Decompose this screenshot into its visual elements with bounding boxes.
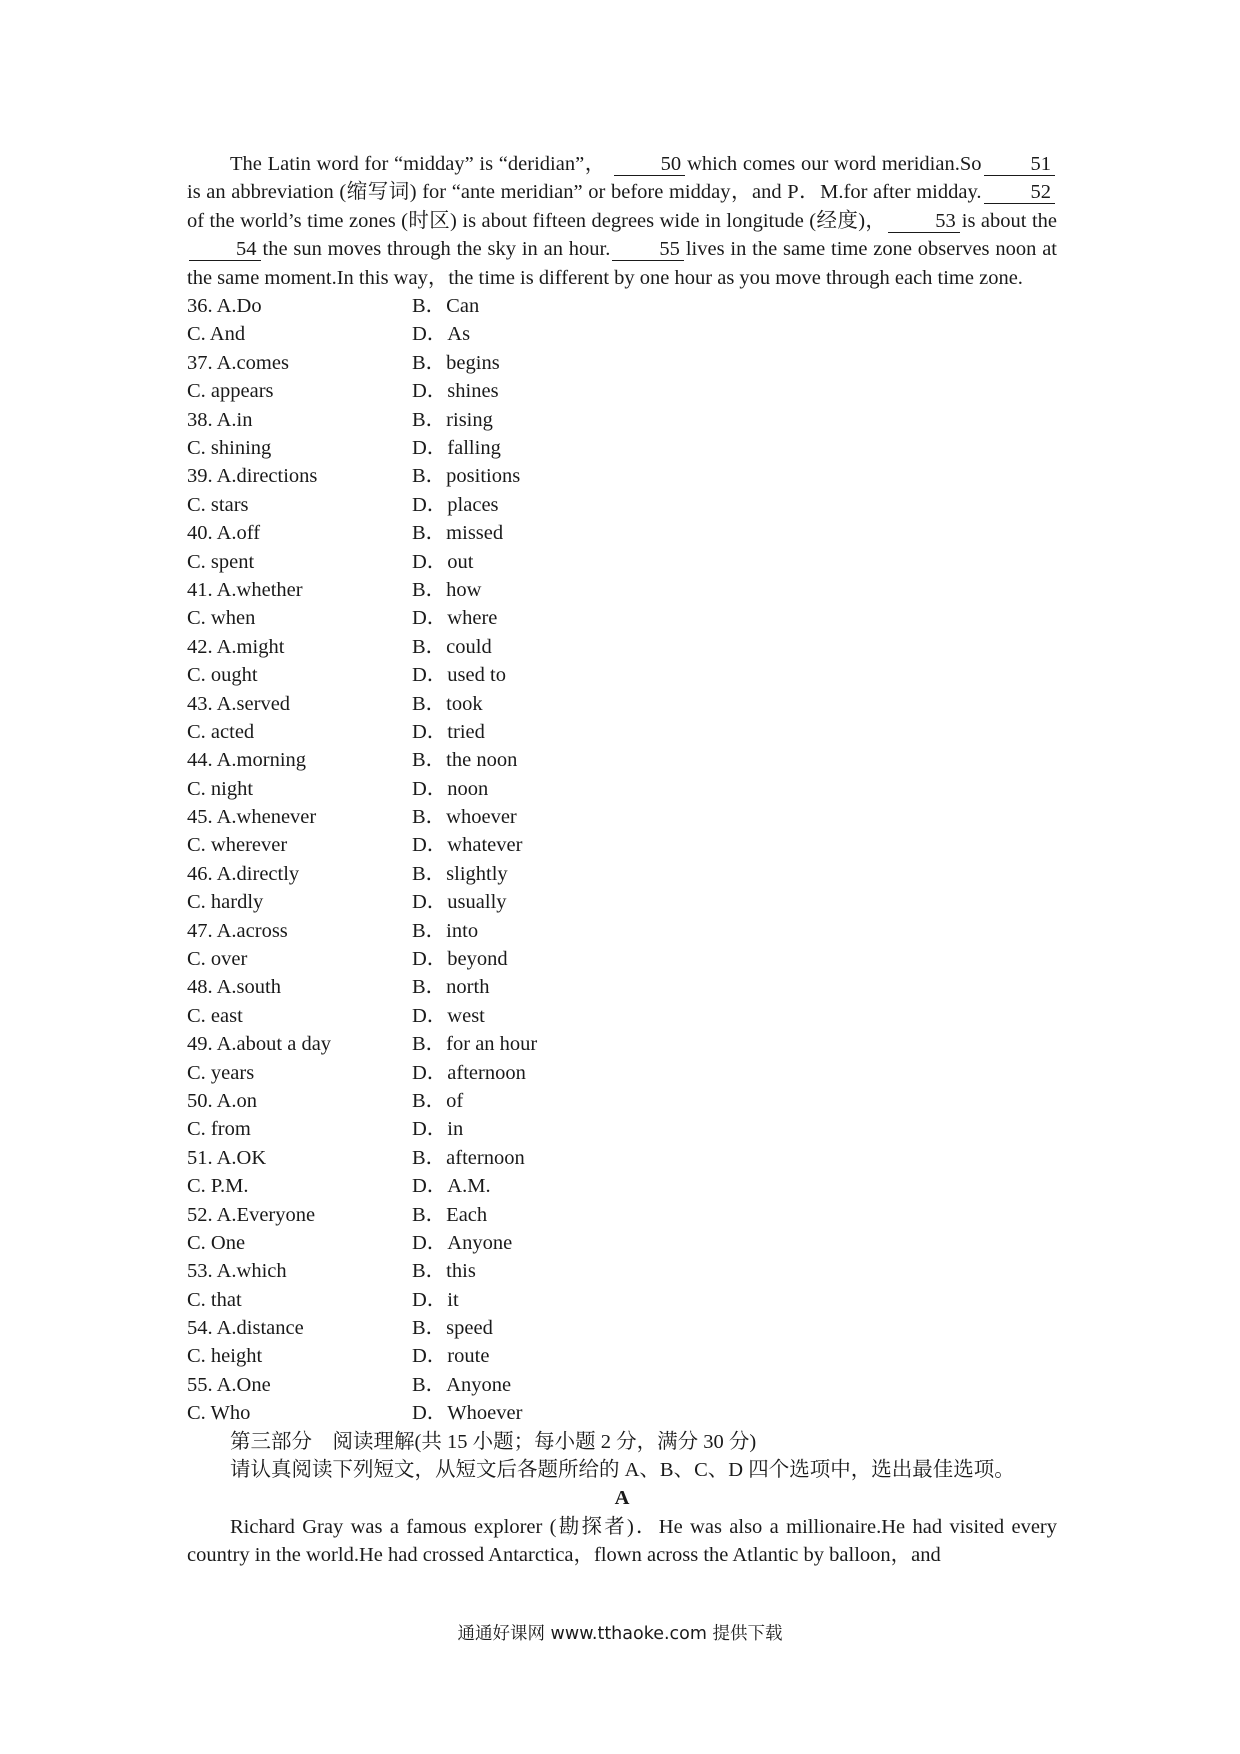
option-left: 44. A.morning [187, 749, 307, 772]
option-right: B．this [412, 1260, 476, 1283]
option-row [187, 1342, 1057, 1370]
option-row [187, 434, 1057, 462]
option-left: 40. A.off [187, 522, 261, 545]
passage-text: lives in the same time zone observes noon at the same moment.In this way，the time is different by one hour as you move through each time zone. [187, 238, 1057, 289]
option-row [187, 462, 1057, 490]
option-right: B．missed [412, 522, 504, 545]
blank-50: 50 [614, 153, 686, 176]
option-row [187, 775, 1057, 803]
option-right: D．out [412, 550, 474, 573]
option-right: B．afternoon [412, 1146, 525, 1169]
option-left: C. height [187, 1345, 263, 1368]
option-row [187, 1201, 1057, 1229]
answer-options [187, 292, 1057, 1428]
option-row [187, 1115, 1057, 1143]
option-right: B．the noon [412, 749, 518, 772]
option-left: C. appears [187, 380, 274, 403]
passage-text: The Latin word for “midday” is “deridian”， [230, 153, 606, 175]
option-left: 39. A.directions [187, 465, 318, 488]
option-row [187, 491, 1057, 519]
option-left: C. shining [187, 436, 272, 459]
option-left: C. east [187, 1004, 243, 1027]
blank-54: 54 [189, 238, 261, 261]
option-right: B．for an hour [412, 1033, 538, 1056]
option-left: 49. A.about a day [187, 1033, 332, 1056]
option-row [187, 888, 1057, 916]
option-row [187, 746, 1057, 774]
option-row [187, 548, 1057, 576]
option-left: C. from [187, 1118, 251, 1141]
option-left: 55. A.One [187, 1373, 271, 1396]
option-row [187, 1286, 1057, 1314]
passage-text: which comes our word meridian.So [687, 153, 982, 175]
option-row [187, 803, 1057, 831]
option-left: 53. A.which [187, 1260, 287, 1283]
option-right: D．Anyone [412, 1231, 513, 1254]
passage-text: is about the [961, 209, 1057, 232]
option-left: 36. A.Do [187, 295, 262, 318]
option-right: B．rising [412, 408, 493, 431]
option-right: D．used to [412, 664, 506, 687]
option-right: B．how [412, 578, 482, 601]
option-right: D．in [412, 1118, 464, 1141]
option-left: C. night [187, 777, 254, 800]
option-right: B．Each [412, 1203, 488, 1226]
option-right: B．of [412, 1089, 464, 1112]
option-row [187, 633, 1057, 661]
option-row [187, 320, 1057, 348]
option-row [187, 945, 1057, 973]
option-right: B．whoever [412, 806, 517, 829]
option-right: D．it [412, 1288, 459, 1311]
option-row [187, 718, 1057, 746]
option-left: C. wherever [187, 834, 288, 857]
option-left: C. ought [187, 664, 258, 687]
option-right: B．positions [412, 465, 521, 488]
option-left: 42. A.might [187, 635, 285, 658]
option-right: B．begins [412, 351, 500, 374]
option-right: D．beyond [412, 948, 508, 971]
option-right: D．west [412, 1004, 485, 1027]
option-right: B．into [412, 919, 479, 942]
option-right: B．speed [412, 1317, 493, 1340]
content-area [187, 150, 1057, 1570]
option-row [187, 831, 1057, 859]
option-right: D．Whoever [412, 1402, 523, 1425]
option-right: B．Can [412, 295, 480, 318]
option-right: D．tried [412, 720, 485, 743]
option-row [187, 604, 1057, 632]
option-row [187, 690, 1057, 718]
option-row [187, 1399, 1057, 1427]
page-footer: 通通好课网 www.tthaoke.com 提供下载 [457, 1624, 783, 1644]
blank-55: 55 [612, 238, 684, 261]
cloze-passage [187, 150, 1057, 292]
option-right: D．whatever [412, 834, 523, 857]
option-left: C. over [187, 948, 248, 971]
option-left: C. stars [187, 493, 249, 516]
passage-text: the sun moves through the sky in an hour. [262, 238, 611, 261]
option-row [187, 1087, 1057, 1115]
option-row [187, 349, 1057, 377]
option-row [187, 377, 1057, 405]
option-left: C. P.M. [187, 1175, 249, 1198]
option-row [187, 1371, 1057, 1399]
option-left: 37. A.comes [187, 351, 289, 374]
option-row [187, 519, 1057, 547]
option-row [187, 406, 1057, 434]
option-left: 41. A.whether [187, 578, 303, 601]
option-row [187, 1257, 1057, 1285]
option-row [187, 1229, 1057, 1257]
option-left: 52. A.Everyone [187, 1203, 316, 1226]
option-row [187, 576, 1057, 604]
option-row [187, 973, 1057, 1001]
option-right: D．route [412, 1345, 490, 1368]
option-left: C. Who [187, 1402, 251, 1425]
option-left: 38. A.in [187, 408, 253, 431]
option-left: 43. A.served [187, 692, 291, 715]
option-right: D．falling [412, 436, 501, 459]
option-right: B．Anyone [412, 1373, 512, 1396]
blank-52: 52 [984, 181, 1056, 204]
passage-text: of the world’s time zones (时区) is about fifteen degrees wide in longitude (经度)， [187, 209, 887, 232]
option-right: B．slightly [412, 862, 508, 885]
option-row [187, 1172, 1057, 1200]
option-row [187, 661, 1057, 689]
blank-51: 51 [984, 153, 1056, 176]
option-row [187, 1030, 1057, 1058]
option-right: D．afternoon [412, 1061, 526, 1084]
option-left: C. years [187, 1061, 255, 1084]
option-right: D．As [412, 323, 471, 346]
reading-passage-a: Richard Gray was a famous explorer (勘探者)．He was also a millionaire.He had visited every country in the world.He had crossed Antarctica，flown across the Atlantic by balloon，and [187, 1515, 1057, 1567]
option-right: B．took [412, 692, 483, 715]
option-left: C. when [187, 607, 256, 630]
option-row [187, 1144, 1057, 1172]
option-right: D．places [412, 493, 499, 516]
option-right: D．shines [412, 380, 499, 403]
option-row [187, 917, 1057, 945]
option-row [187, 1002, 1057, 1030]
section-heading: 第三部分 阅读理解(共 15 小题；每小题 2 分，满分 30 分) [230, 1430, 757, 1453]
option-left: 50. A.on [187, 1089, 258, 1112]
option-right: D．usually [412, 891, 507, 914]
option-row [187, 292, 1057, 320]
option-right: D．where [412, 607, 498, 630]
passage-text: is an abbreviation (缩写词) for “ante meridian” or before midday，and P．M.for after midday. [187, 181, 982, 204]
option-row [187, 1059, 1057, 1087]
option-left: C. And [187, 323, 246, 346]
option-left: C. that [187, 1288, 242, 1311]
option-left: 51. A.OK [187, 1146, 267, 1169]
option-left: 45. A.whenever [187, 806, 317, 829]
option-row [187, 860, 1057, 888]
option-left: 54. A.distance [187, 1317, 304, 1340]
option-left: 48. A.south [187, 976, 281, 999]
option-right: B．could [412, 635, 492, 658]
option-left: 46. A.directly [187, 862, 300, 885]
option-right: D．A.M. [412, 1175, 491, 1198]
option-left: C. One [187, 1231, 246, 1254]
option-right: B．north [412, 976, 490, 999]
option-right: D．noon [412, 777, 489, 800]
option-left: C. spent [187, 550, 255, 573]
section-instruction: 请认真阅读下列短文，从短文后各题所给的 A、B、C、D 四个选项中，选出最佳选项。 [230, 1459, 1015, 1482]
option-left: C. hardly [187, 891, 264, 914]
option-left: 47. A.across [187, 919, 288, 942]
passage-letter: A [614, 1487, 630, 1510]
option-left: C. acted [187, 720, 255, 743]
blank-53: 53 [888, 210, 960, 233]
option-row [187, 1314, 1057, 1342]
